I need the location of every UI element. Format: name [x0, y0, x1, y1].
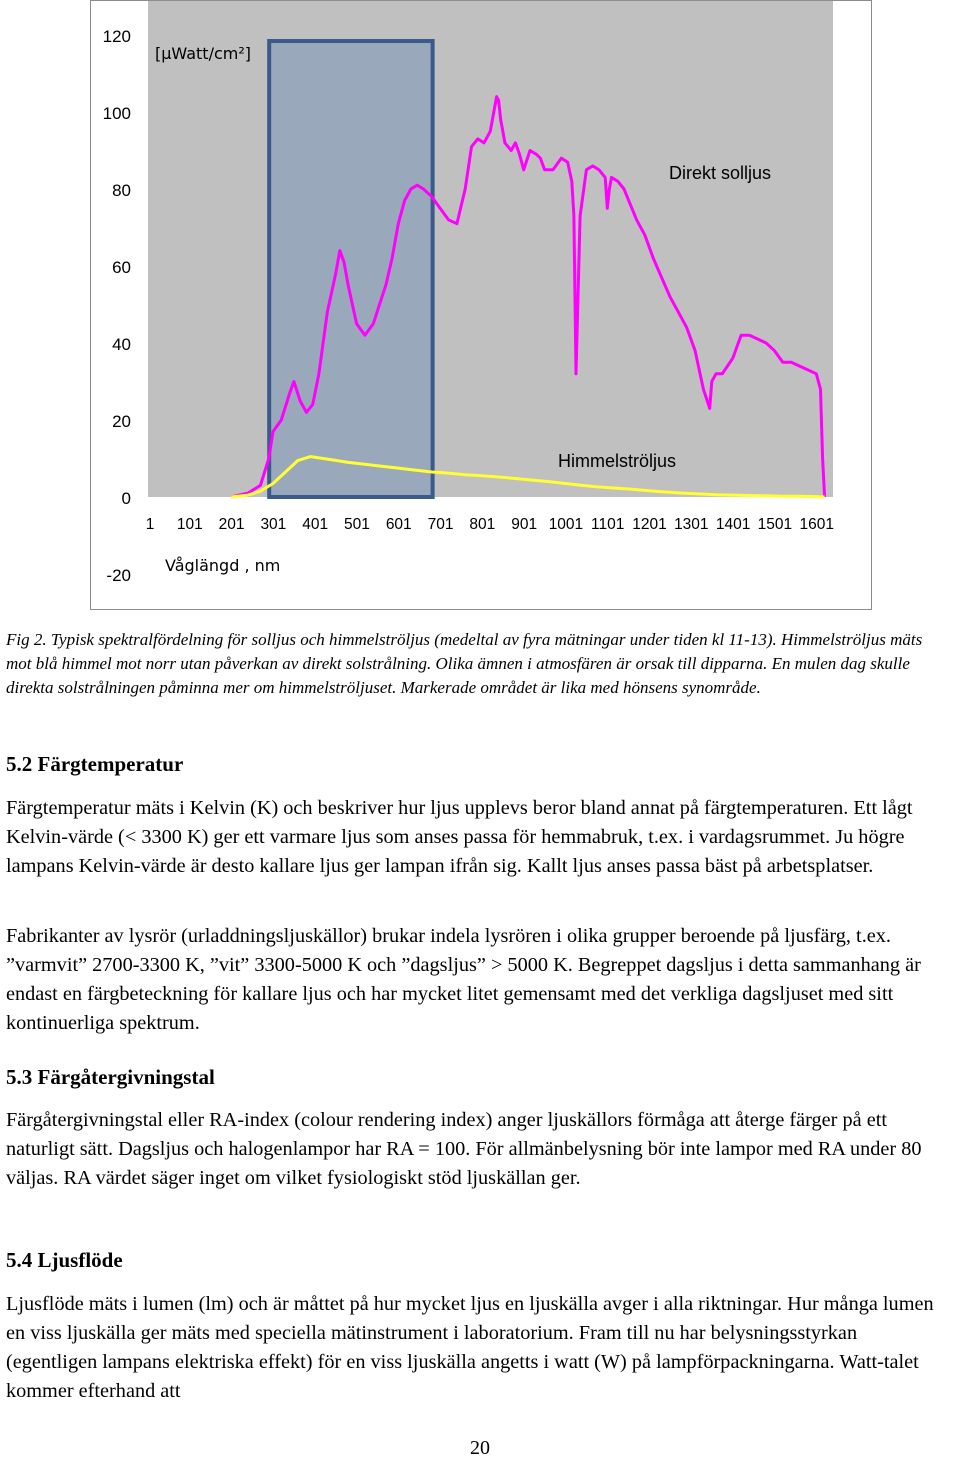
section-heading-color-rendering: 5.3 Färgåtergivningstal	[6, 1065, 215, 1089]
x-tick-label: 901	[511, 516, 538, 533]
x-tick-label: 801	[469, 516, 496, 533]
y-tick-label: 20	[112, 412, 131, 431]
x-tick-label: 501	[344, 516, 370, 533]
x-tick-label: 1101	[591, 516, 625, 533]
x-tick-label: 1	[145, 516, 155, 533]
paragraph-color-temperature-2: Fabrikanter av lysrör (urladdningsljuskällor) brukar indela lysrören i olika grupper beroende på ljusfärg, t.ex. ”varmvit” 2700-3300 K, ”vit” 3300-5000 K och ”dagsljus” > 5000 K. Begreppet dagsljus i detta sammanhang är endast en färgbeteckning för kallare ljus och har mycket litet gemensamt med det verkliga dagsljuset med sitt kontinuerliga spektrum.	[6, 925, 921, 1034]
x-tick-label: 301	[260, 516, 287, 533]
x-tick-label: 601	[385, 516, 412, 533]
x-tick-label: 401	[302, 516, 329, 533]
annotation-direct-sunlight: Direkt solljus	[669, 163, 772, 183]
paragraph-luminous-flux: Ljusflöde mäts i lumen (lm) och är måttet på hur mycket ljus en ljuskälla avger i alla riktningar. Hur många lumen en viss ljuskälla ger mäts med speciella mätinstrument i laboratorium. Fram till nu har belysningsstyrkan (egentligen lampans elektriska effekt) för en viss ljuskälla angetts i watt (W) på lampförpackningarna. Watt-talet kommer efterhand att	[6, 1293, 934, 1402]
chart-canvas	[91, 1, 871, 609]
y-tick-label: 0	[121, 489, 131, 508]
x-tick-label: 1501	[757, 516, 793, 533]
highlight-region	[269, 41, 432, 497]
x-tick-label: 1301	[674, 516, 709, 533]
figure-caption: Fig 2. Typisk spektralfördelning för solljus och himmelströljus (medeltal av fyra mätningar under tiden kl 11-13). Himmelströljus mäts mot blå himmel mot norr utan påverkan av direkt solstrålning. Olika ämnen i atmosfären är orsak till dipparna. En mulen dag skulle direkta solstrålningen påminna mer om himmelströljuset. Markerade området är lika med hönsens synområde.	[6, 630, 923, 697]
x-tick-label: 1601	[799, 516, 834, 533]
x-tick-label: 101	[176, 516, 203, 533]
x-axis-label: Våglängd , nm	[165, 556, 281, 575]
x-tick-label: 1001	[548, 516, 584, 533]
paragraph-color-temperature-1: Färgtemperatur mäts i Kelvin (K) och beskriver hur ljus upplevs beror bland annat på färgtemperaturen. Ett lågt Kelvin-värde (< 3300 K) ger ett varmare ljus som anses passa för hemmabruk, t.ex. i vardagsrummet. Ju högre lampans Kelvin-värde är desto kallare ljus ger lampan ifrån sig. Kallt ljus anses passa bäst på arbetsplatser.	[6, 797, 913, 877]
y-tick-label: 120	[102, 27, 131, 46]
spectrum-chart	[90, 0, 872, 610]
x-tick-label: 201	[218, 516, 245, 533]
y-tick-label: 80	[112, 181, 131, 200]
section-heading-luminous-flux: 5.4 Ljusflöde	[6, 1248, 123, 1272]
unit-label: [µWatt/cm²]	[155, 44, 251, 63]
page-number: 20	[470, 1437, 490, 1459]
annotation-skylight: Himmelströljus	[558, 451, 677, 471]
paragraph-color-rendering: Färgåtergivningstal eller RA-index (colour rendering index) anger ljuskällors förmåga att återge färger på ett naturligt sätt. Dagsljus och halogenlampor har RA = 100. För allmänbelysning bör inte lampor med RA under 80 väljas. RA värdet säger inget om vilket fysiologiskt stöd ljuskällan ger.	[6, 1109, 922, 1189]
y-tick-label: 100	[102, 104, 131, 123]
x-tick-label: 701	[427, 516, 454, 533]
x-tick-label: 1401	[715, 516, 751, 533]
y-tick-label: 60	[112, 258, 131, 277]
x-tick-label: 1201	[632, 516, 667, 533]
y-tick-label: -20	[106, 566, 131, 585]
section-heading-color-temperature: 5.2 Färgtemperatur	[6, 752, 184, 776]
plot-area	[148, 1, 833, 497]
y-tick-label: 40	[112, 335, 131, 354]
